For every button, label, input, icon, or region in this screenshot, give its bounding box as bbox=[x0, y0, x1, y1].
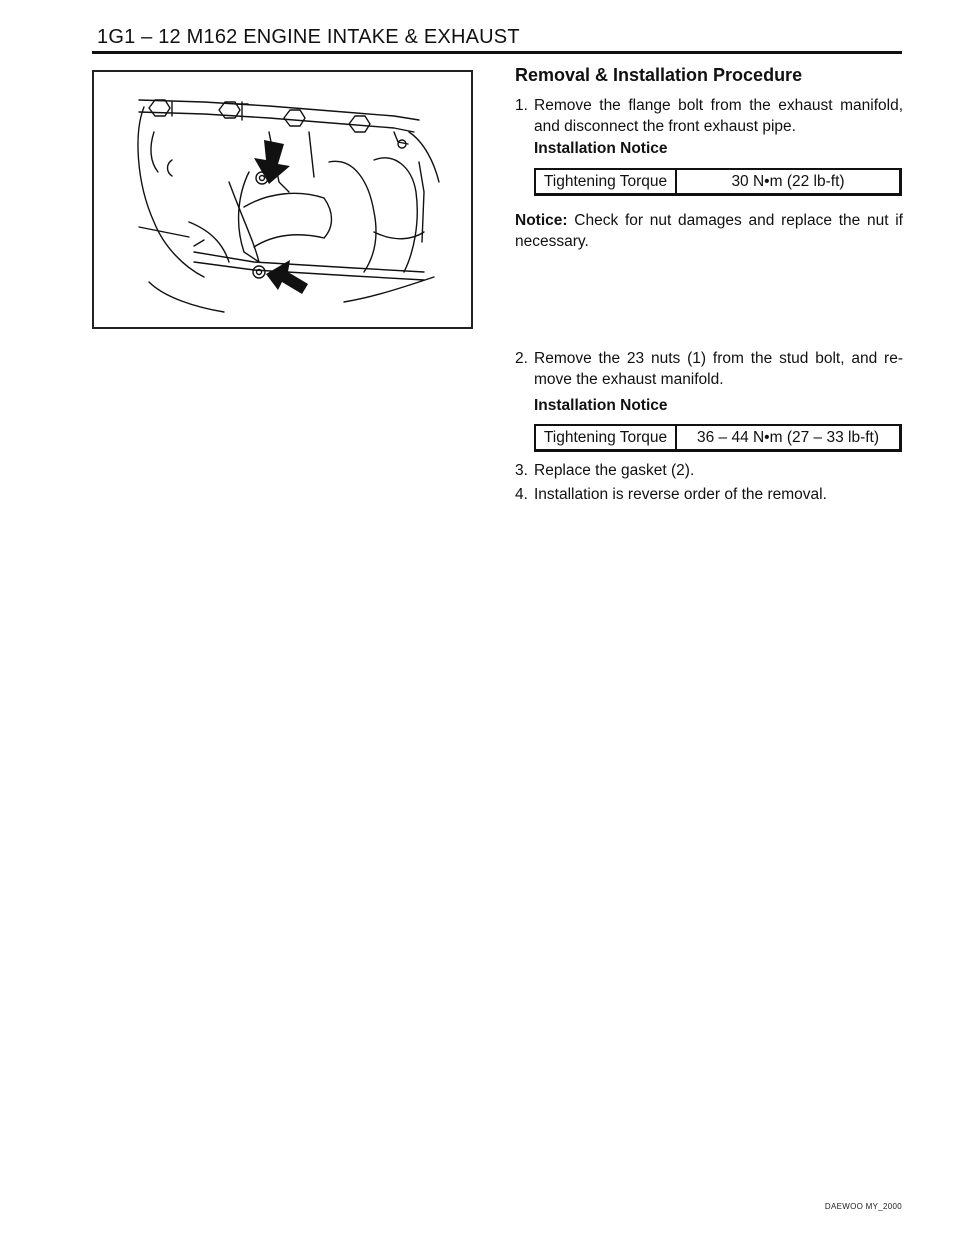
exhaust-manifold-illustration bbox=[92, 70, 473, 329]
step-2 bbox=[515, 348, 903, 390]
step-number: 3. bbox=[515, 462, 528, 479]
torque-spec-table bbox=[534, 168, 902, 196]
step-1 bbox=[515, 95, 903, 137]
step-text: Installation is reverse order of the removal. bbox=[534, 486, 827, 503]
header-rule bbox=[92, 51, 902, 54]
torque-label: Tightening Torque bbox=[536, 170, 677, 193]
torque-spec-table bbox=[534, 424, 902, 452]
page-header-title: 1G1 – 12 M162 ENGINE INTAKE & EXHAUST bbox=[97, 26, 520, 48]
step-number: 4. bbox=[515, 486, 528, 503]
step-number: 1. bbox=[515, 97, 528, 114]
notice-text: Check for nut damages and replace the nut if necessary. bbox=[515, 212, 903, 250]
torque-label: Tightening Torque bbox=[536, 426, 677, 449]
notice-label: Notice: bbox=[515, 212, 568, 229]
torque-value: 30 N•m (22 lb-ft) bbox=[731, 172, 845, 190]
step-text: Remove the flange bolt from the exhaust manifold, and disconnect the front exhaust pipe. bbox=[534, 97, 903, 135]
step-text: Replace the gasket (2). bbox=[534, 462, 695, 479]
step-text: Remove the 23 nuts (1) from the stud bolt, and re-move the exhaust manifold. bbox=[534, 350, 903, 388]
torque-value: 36 – 44 N•m (27 – 33 lb-ft) bbox=[696, 428, 880, 446]
step-4 bbox=[515, 484, 903, 505]
section-title: Removal & Installation Procedure bbox=[515, 65, 803, 85]
notice-paragraph bbox=[515, 210, 903, 252]
installation-notice-heading: Installation Notice bbox=[534, 397, 668, 414]
step-number: 2. bbox=[515, 350, 528, 367]
step-3 bbox=[515, 460, 903, 481]
installation-notice-heading: Installation Notice bbox=[534, 140, 668, 157]
footer-code: DAEWOO MY_2000 bbox=[824, 1202, 902, 1211]
engine-line-drawing bbox=[94, 72, 471, 327]
